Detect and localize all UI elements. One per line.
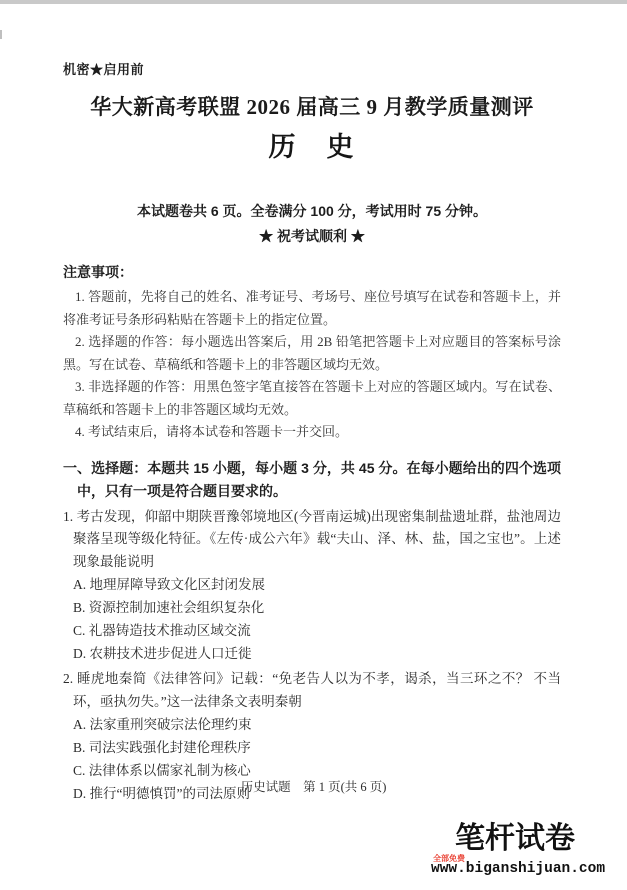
exam-meta-line: 本试题卷共 6 页。全卷满分 100 分，考试用时 75 分钟。: [136, 203, 488, 219]
classification-label: 机密★启用前: [63, 62, 145, 77]
question-2-stem: 2. 睡虎地秦简《法律答问》记载：“免老告人以为不孝，谒杀，当三环之不？ 不当环，亟执勿失。”这一法律条文表明秦朝: [63, 671, 561, 709]
blessing-line: ★ 祝考试顺利 ★: [259, 228, 365, 244]
exam-title: 华大新高考联盟 2026 届高三 9 月教学质量测评: [90, 95, 534, 119]
question-1-option-b: B. 资源控制加速社会组织复杂化: [73, 600, 265, 615]
notices-heading: 注意事项：: [63, 264, 133, 280]
question-1-option-d: D. 农耕技术进步促进人口迁徙: [73, 646, 252, 661]
notice-item-3: 3. 非选择题的作答：用黑色签字笔直接答在答题卡上对应的答题区域内。写在试卷、草稿纸和答题卡上的非答题区域均无效。: [63, 379, 561, 417]
notice-item-2: 2. 选择题的作答：每小题选出答案后，用 2B 铅笔把答题卡上对应题目的答案标号涂黑。写在试卷、草稿纸和答题卡上的非答题区域均无效。: [63, 334, 561, 372]
watermark-url: www.biganshijuan.com: [431, 861, 606, 877]
question-2-option-d: D. 推行“明德慎罚”的司法原则: [73, 786, 250, 801]
question-1-option-a: A. 地理屏障导致文化区封闭发展: [73, 577, 265, 592]
question-2-option-a: A. 法家重刑突破宗法伦理约束: [73, 717, 252, 732]
question-2-option-c: C. 法律体系以儒家礼制为核心: [73, 763, 251, 778]
notice-item-4: 4. 考试结束后，请将本试卷和答题卡一并交回。: [75, 424, 349, 439]
question-1-stem: 1. 考古发现，仰韶中期陕晋豫邻境地区(今晋南运城)出现密集制盐遗址群，盐池周边聚落呈现等级化特征。《左传·成公六年》载“夫山、泽、林、盐，国之宝也”。上述现象最能说明: [63, 508, 561, 569]
notice-item-1: 1. 答题前，先将自己的姓名、准考证号、考场号、座位号填写在试卷和答题卡上，并将准考证号条形码粘贴在答题卡上的指定位置。: [63, 289, 561, 327]
question-1-option-c: C. 礼器铸造技术推动区域交流: [73, 623, 251, 638]
watermark-brand-text: 笔杆试卷: [455, 822, 575, 855]
subject-title: 历 史: [268, 132, 356, 162]
section-heading-multiple-choice: 一、选择题：本题共 15 小题，每小题 3 分，共 45 分。在每小题给出的四个选项中，只有一项是符合题目要求的。: [63, 459, 561, 499]
site-watermark: [431, 822, 606, 878]
question-1: [63, 506, 561, 666]
page-number-footer: 历史试题 第 1 页(共 6 页): [240, 780, 387, 794]
watermark-free-tag: 全部免费: [433, 854, 465, 863]
scan-edge-top: [0, 0, 627, 4]
page-content: [63, 62, 561, 805]
question-2-option-b: B. 司法实践强化封建伦理秩序: [73, 740, 251, 755]
notices-list: [63, 286, 561, 444]
scan-edge-artifact: [0, 30, 2, 39]
